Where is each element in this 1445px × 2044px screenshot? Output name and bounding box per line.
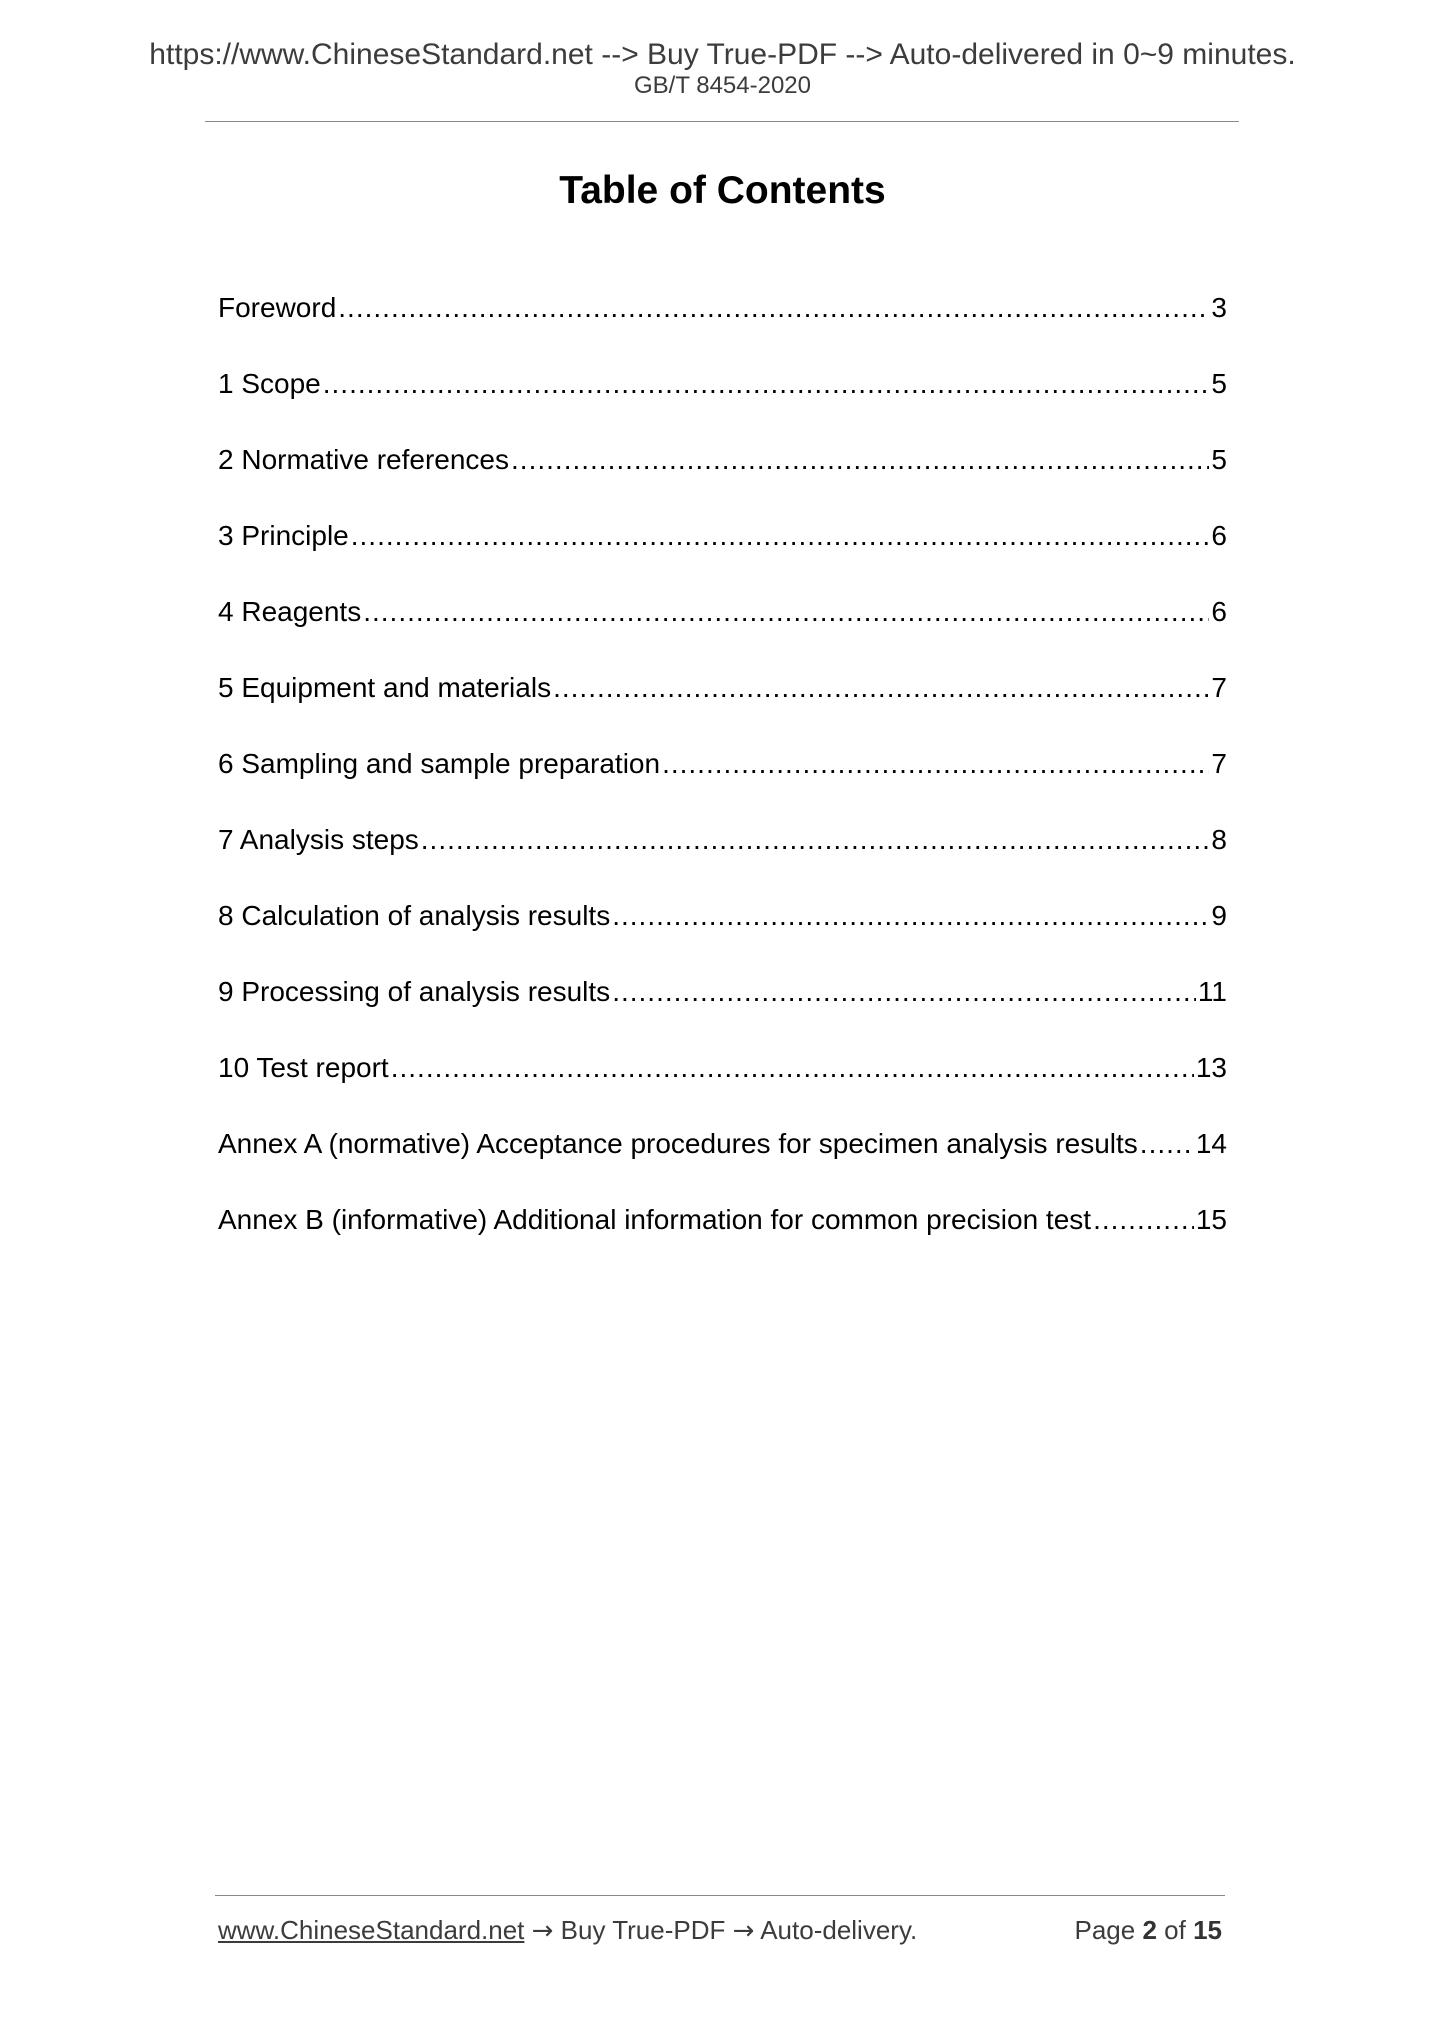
toc-entry-reagents[interactable] <box>218 592 1227 668</box>
toc-entry-page: 6 <box>1211 520 1227 551</box>
page-number <box>1074 1917 1222 1943</box>
toc-entry-foreword[interactable] <box>218 288 1227 364</box>
arrow-right-icon: → <box>531 1916 554 1946</box>
toc-dot-leader <box>421 820 1210 860</box>
toc-entry-label: 4 Reagents <box>218 596 362 627</box>
toc-entry-page: 7 <box>1211 748 1227 779</box>
document-code: GB/T 8454-2020 <box>633 72 811 99</box>
toc-dot-leader <box>511 440 1209 480</box>
toc-entry-page: 15 <box>1195 1204 1227 1235</box>
toc-entry-label: 3 Principle <box>218 520 349 551</box>
toc-dot-leader <box>1140 1124 1194 1164</box>
footer-delivery-text: Auto-delivery. <box>760 1915 918 1945</box>
page-word: Page <box>1074 1915 1136 1945</box>
toc-entry-page: 5 <box>1211 368 1227 399</box>
toc-entry-annex-a[interactable] <box>218 1124 1227 1200</box>
toc-entry-label: 5 Equipment and materials <box>218 672 552 703</box>
toc-dot-leader <box>553 668 1209 708</box>
page-title: Table of Contents <box>559 169 886 212</box>
footer-promo <box>218 1917 917 1944</box>
toc-entry-page: 13 <box>1195 1052 1227 1083</box>
header-divider <box>205 121 1239 122</box>
toc-entry-principle[interactable] <box>218 516 1227 592</box>
of-word: of <box>1164 1915 1186 1945</box>
toc-dot-leader <box>662 744 1209 784</box>
toc-entry-label: Annex B (informative) Additional information for common precision test <box>218 1204 1092 1235</box>
toc-entry-equipment-and-materials[interactable] <box>218 668 1227 744</box>
toc-dot-leader <box>391 1048 1194 1088</box>
header-banner: https://www.ChineseStandard.net --> Buy True-PDF --> Auto-delivered in 0~9 minutes. <box>149 38 1296 71</box>
toc-entry-label: 7 Analysis steps <box>218 824 419 855</box>
toc-entry-processing[interactable] <box>218 972 1227 1048</box>
toc-entry-label: 10 Test report <box>218 1052 389 1083</box>
footer-site-link[interactable]: www.ChineseStandard.net <box>218 1915 525 1945</box>
toc-entry-sampling[interactable] <box>218 744 1227 820</box>
arrow-right-icon: → <box>732 1916 755 1946</box>
toc-entry-label: Foreword <box>218 292 337 323</box>
footer-buy-text: Buy True-PDF <box>560 1915 726 1945</box>
toc-entry-page: 7 <box>1211 672 1227 703</box>
toc-entry-label: 8 Calculation of analysis results <box>218 900 611 931</box>
toc-entry-test-report[interactable] <box>218 1048 1227 1124</box>
toc-entry-label: 1 Scope <box>218 368 321 399</box>
toc-entry-label: 2 Normative references <box>218 444 510 475</box>
toc-entry-calculation[interactable] <box>218 896 1227 972</box>
toc-entry-normative-references[interactable] <box>218 440 1227 516</box>
toc-entry-page: 11 <box>1197 976 1227 1007</box>
toc-entry-annex-b[interactable] <box>218 1200 1227 1276</box>
toc-dot-leader <box>612 972 1196 1012</box>
table-of-contents <box>218 288 1227 1276</box>
page-total: 15 <box>1193 1915 1222 1945</box>
toc-entry-label: 6 Sampling and sample preparation <box>218 748 661 779</box>
toc-entry-page: 8 <box>1211 824 1227 855</box>
toc-entry-label: 9 Processing of analysis results <box>218 976 611 1007</box>
toc-entry-label: Annex A (normative) Acceptance procedures for specimen analysis results <box>218 1128 1138 1159</box>
toc-entry-page: 3 <box>1211 292 1227 323</box>
toc-dot-leader <box>612 896 1209 936</box>
toc-dot-leader <box>351 516 1210 556</box>
toc-dot-leader <box>363 592 1209 632</box>
toc-dot-leader <box>323 364 1210 404</box>
toc-entry-page: 5 <box>1211 444 1227 475</box>
toc-entry-scope[interactable] <box>218 364 1227 440</box>
toc-dot-leader <box>1093 1200 1194 1240</box>
toc-entry-page: 9 <box>1211 900 1227 931</box>
toc-entry-page: 14 <box>1195 1128 1227 1159</box>
page-current: 2 <box>1142 1915 1157 1945</box>
toc-dot-leader <box>338 288 1209 328</box>
toc-entry-analysis-steps[interactable] <box>218 820 1227 896</box>
toc-entry-page: 6 <box>1211 596 1227 627</box>
footer-divider <box>215 1895 1225 1896</box>
